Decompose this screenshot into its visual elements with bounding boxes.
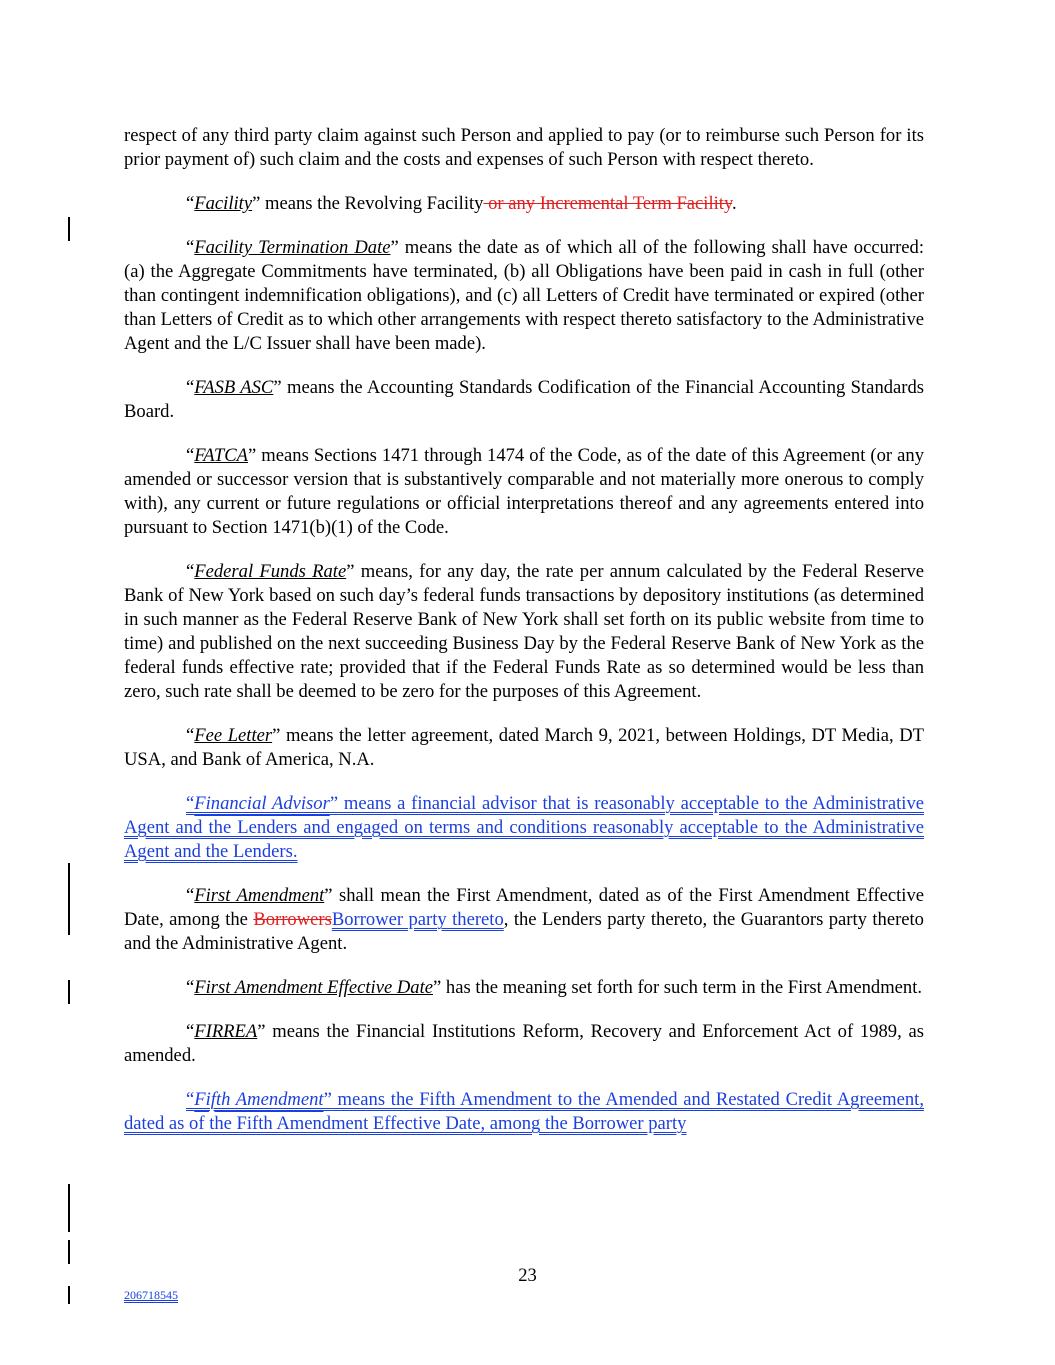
definition-firrea: “FIRREA” means the Financial Institutions Reform, Recovery and Enforcement Act of 1989, as amended. <box>124 1021 924 1066</box>
definition-federal-funds-rate: “Federal Funds Rate” means, for any day, the rate per annum calculated by the Federal Reserve Bank of New York based on such day’s federal funds transactions by depository institutions (as determined in such manner as the Federal Reserve Bank of New York shall set forth on its public website from time to time) and published on the next succeeding Business Day by the Federal Reserve Bank of New York as the federal funds effective rate; provided that if the Federal Funds Rate as so determined would be less than zero, such rate shall be deemed to be zero for the purposes of this Agreement. <box>124 561 925 702</box>
paragraph-continuation: respect of any third party claim against such Person and applied to pay (or to reimburse such Person for its prior payment of) such claim and the costs and expenses of such Person with respect thereto. <box>124 125 924 170</box>
definition-financial-advisor <box>124 792 924 864</box>
change-bar <box>68 217 70 241</box>
change-bar <box>68 980 70 1004</box>
definition-fee-letter: “Fee Letter” means the letter agreement, dated March 9, 2021, between Holdings, DT Media, DT USA, and Bank of America, N.A. <box>124 725 924 770</box>
defined-term: First Amendment Effective Date <box>194 977 433 998</box>
inserted-text: Borrower party thereto <box>331 909 504 930</box>
definition-first-amendment-effective-date: “First Amendment Effective Date” has the meaning set forth for such term in the First Amendment. <box>186 977 923 998</box>
change-bar <box>68 863 70 935</box>
defined-term: Facility Termination Date <box>194 237 391 258</box>
defined-term: Fifth Amendment <box>194 1089 324 1110</box>
document-page <box>124 124 924 1156</box>
page-number: 23 <box>518 1265 537 1286</box>
defined-term: FASB ASC <box>194 377 274 398</box>
document-id: 206718545 <box>124 1288 178 1302</box>
definition-fifth-amendment <box>124 1088 924 1136</box>
defined-term: Federal Funds Rate <box>194 561 347 582</box>
inserted-text: “Financial Advisor” means a financial advisor that is reasonably acceptable to the Administrative Agent and the Lenders and engaged on terms and conditions reasonably acceptable to the Administrative Agent and the Lenders. <box>124 793 924 862</box>
change-bar <box>68 1240 70 1264</box>
definition-fasb-asc: “FASB ASC” means the Accounting Standards Codification of the Financial Accounting Standards Board. <box>124 377 925 422</box>
defined-term: Facility <box>194 193 253 214</box>
inserted-text: “Fifth Amendment” means the Fifth Amendment to the Amended and Restated Credit Agreement, dated as of the Fifth Amendment Effective Date, among the Borrower party <box>124 1089 924 1134</box>
change-bar <box>68 1184 70 1232</box>
change-bar <box>68 1286 70 1304</box>
deleted-text: or any Incremental Term Facility <box>483 193 733 214</box>
defined-term: Financial Advisor <box>194 793 330 814</box>
definition-first-amendment: “First Amendment” shall mean the First Amendment, dated as of the First Amendment Effective Date, among the BorrowersBorrower party thereto, the Lenders party thereto, the Guarantors party thereto and the Administrative Agent. <box>124 885 924 954</box>
defined-term: FIRREA <box>194 1021 258 1042</box>
definition-facility-termination-date: “Facility Termination Date” means the date as of which all of the following shall have occurred: (a) the Aggregate Commitments have terminated, (b) all Obligations have been paid in cash in full (other than contingent indemnification obligations), and (c) all Letters of Credit have terminated or expired (other than Letters of Credit as to which other arrangements with respect thereto satisfactory to the Administrative Agent and the L/C Issuer shall have been made). <box>124 237 925 354</box>
defined-term: Fee Letter <box>194 725 273 746</box>
defined-term: FATCA <box>194 445 248 466</box>
definition-fatca: “FATCA” means Sections 1471 through 1474 of the Code, as of the date of this Agreement (or any amended or successor version that is substantively comparable and not materially more onerous to comply with), any current or future regulations or official interpretations thereof and any agreements entered into pursuant to Section 1471(b)(1) of the Code. <box>124 445 924 538</box>
definition-facility: “Facility” means the Revolving Facility or any Incremental Term Facility. <box>186 193 737 214</box>
deleted-text: Borrowers <box>253 909 332 930</box>
defined-term: First Amendment <box>194 885 325 906</box>
